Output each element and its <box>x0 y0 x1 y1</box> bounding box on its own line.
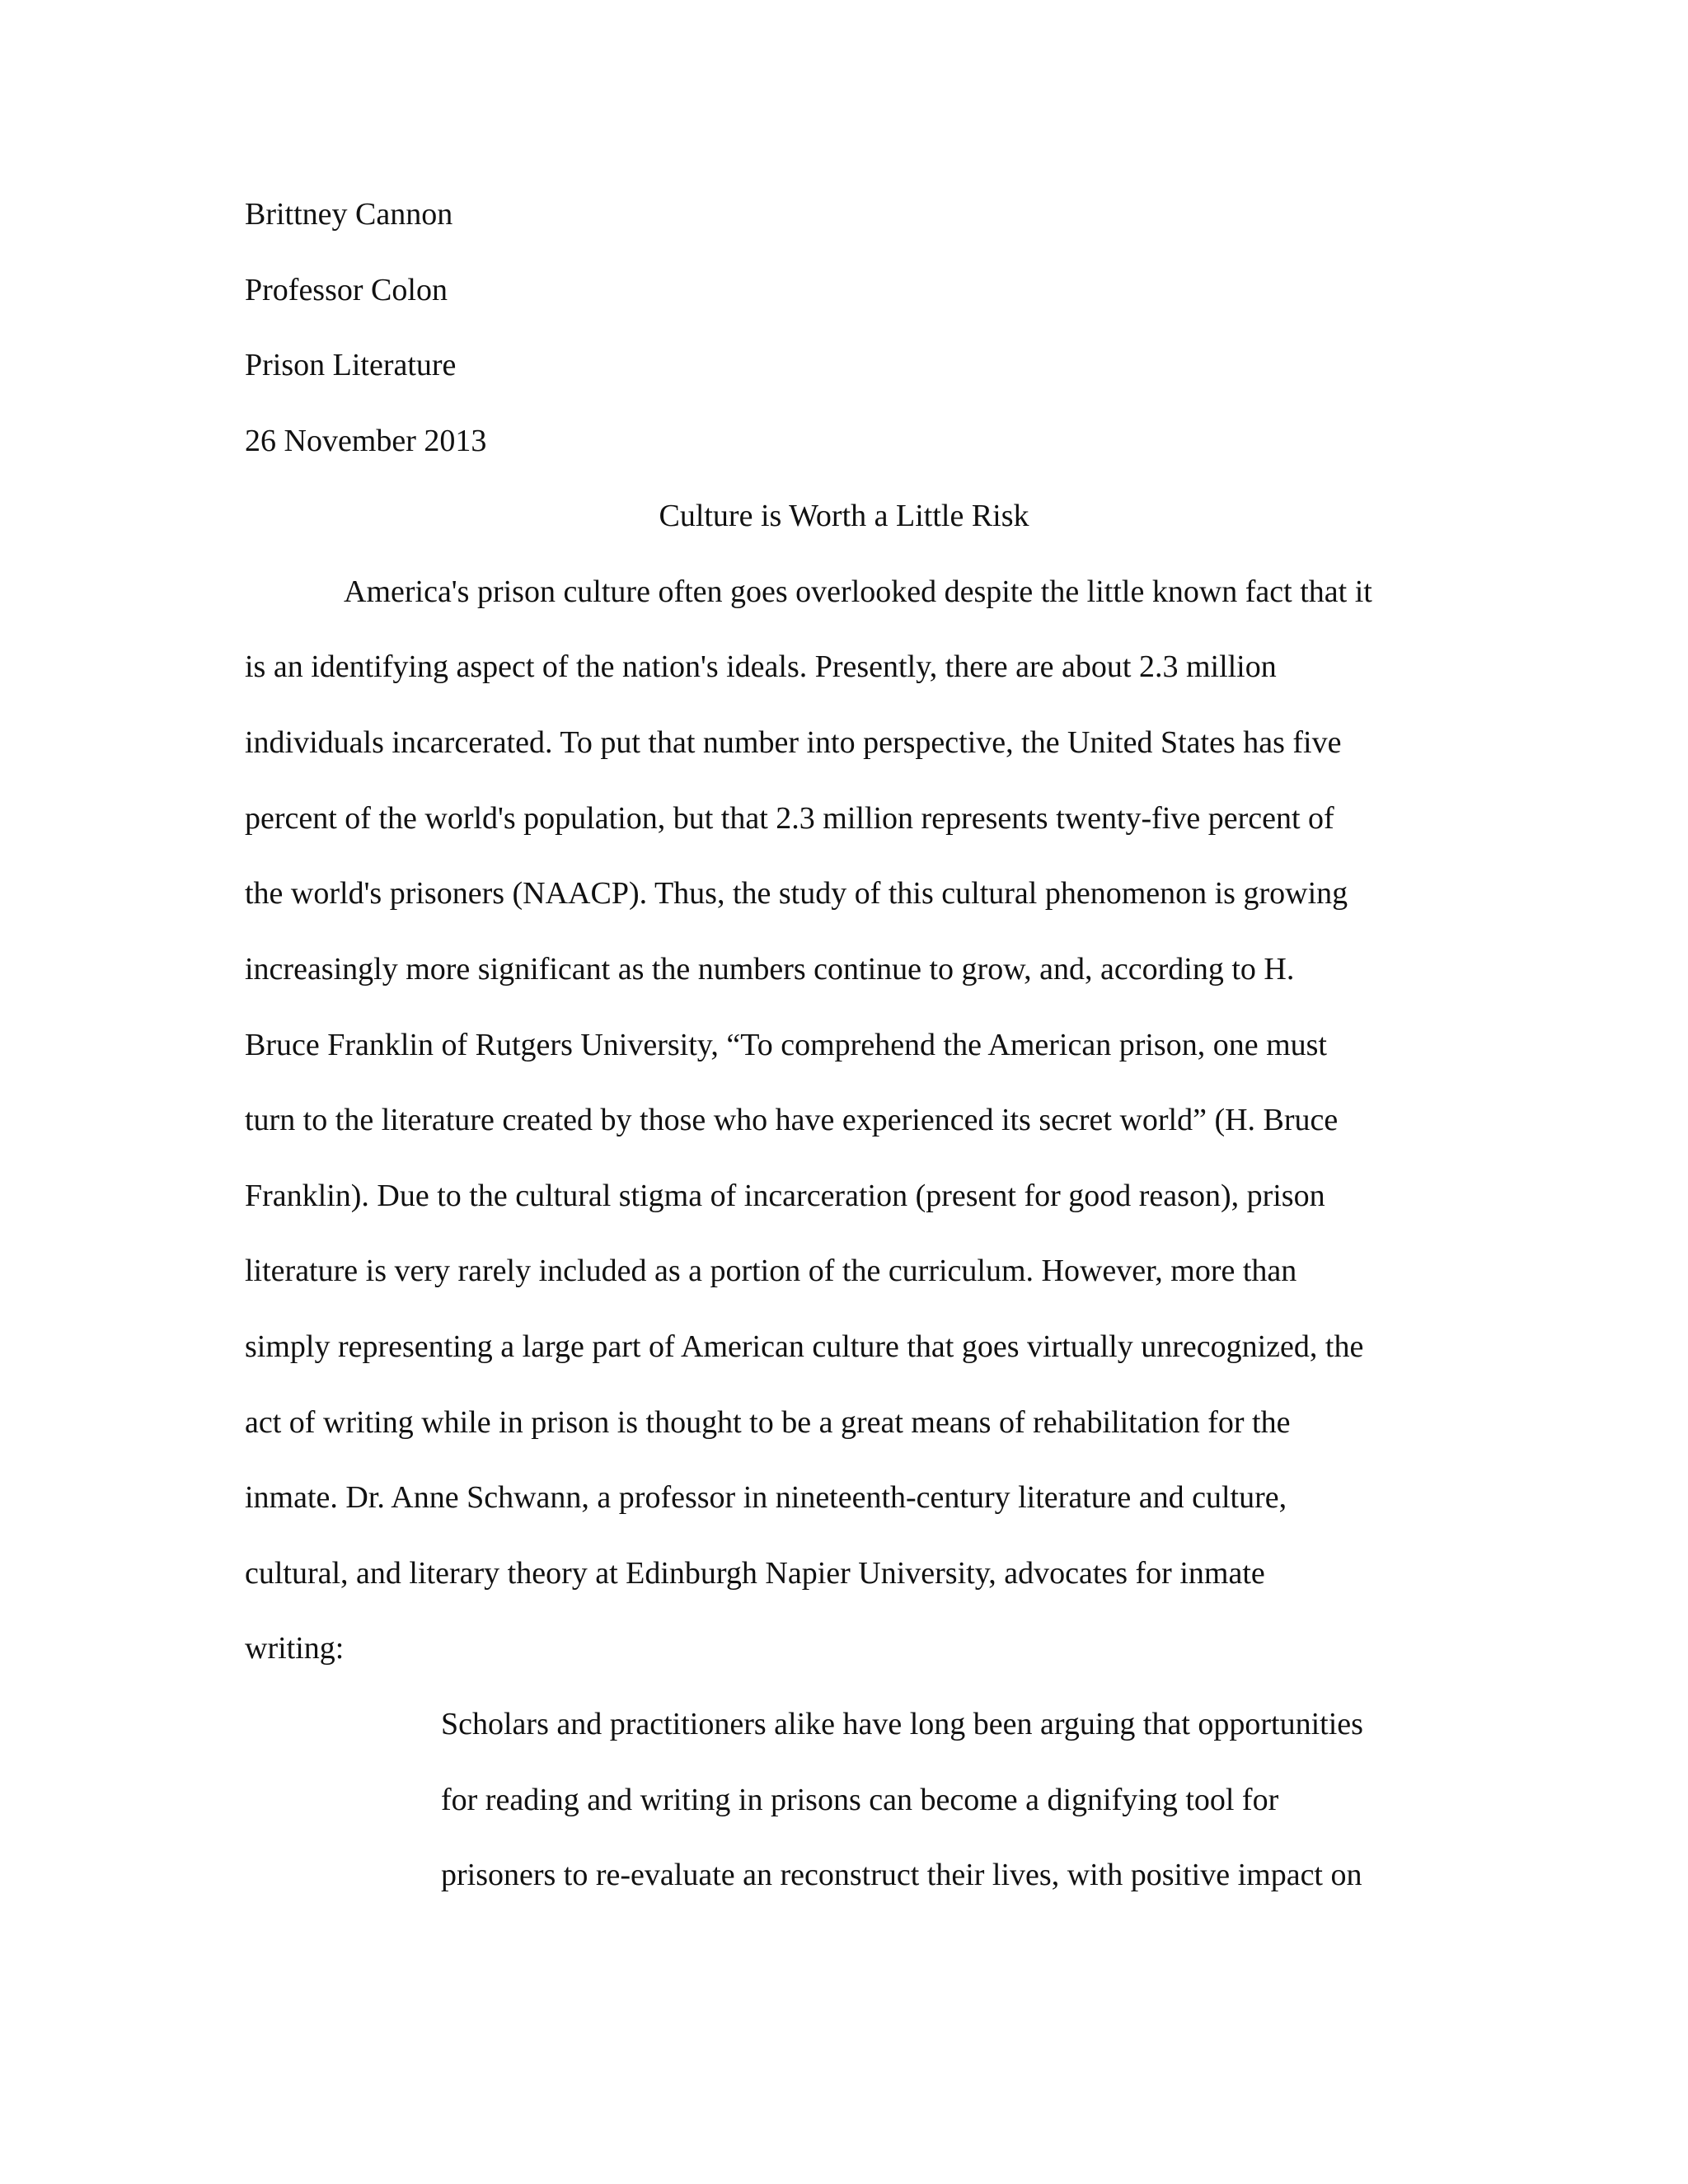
author-name: Brittney Cannon <box>245 197 453 232</box>
document-date: 26 November 2013 <box>245 424 487 458</box>
block-quote-line: prisoners to re-evaluate an reconstruct their lives, with positive impact on <box>441 1858 1362 1892</box>
body-line: writing: <box>245 1631 345 1666</box>
body-line: Franklin). Due to the cultural stigma of incarceration (present for good reason), prison <box>245 1179 1325 1213</box>
body-line: individuals incarcerated. To put that number into perspective, the United States has five <box>245 725 1342 760</box>
body-line: act of writing while in prison is thought to be a great means of rehabilitation for the <box>245 1405 1291 1440</box>
body-line: percent of the world's population, but that 2.3 million represents twenty-five percent of <box>245 801 1334 836</box>
essay-title: Culture is Worth a Little Risk <box>659 499 1029 533</box>
body-line: is an identifying aspect of the nation's ideals. Presently, there are about 2.3 million <box>245 649 1277 684</box>
body-line: America's prison culture often goes overlooked despite the little known fact that it <box>344 574 1372 609</box>
body-line: simply representing a large part of American culture that goes virtually unrecognized, the <box>245 1329 1364 1364</box>
instructor-name: Professor Colon <box>245 273 448 307</box>
block-quote-line: for reading and writing in prisons can become a dignifying tool for <box>441 1783 1279 1817</box>
body-line: literature is very rarely included as a portion of the curriculum. However, more than <box>245 1254 1297 1288</box>
body-line: Bruce Franklin of Rutgers University, “To comprehend the American prison, one must <box>245 1028 1327 1062</box>
body-line: turn to the literature created by those who have experienced its secret world” (H. Bruce <box>245 1103 1339 1137</box>
body-line: the world's prisoners (NAACP). Thus, the study of this cultural phenomenon is growing <box>245 876 1348 911</box>
body-line: cultural, and literary theory at Edinburgh Napier University, advocates for inmate <box>245 1556 1265 1591</box>
block-quote-line: Scholars and practitioners alike have long been arguing that opportunities <box>441 1707 1363 1741</box>
body-line: inmate. Dr. Anne Schwann, a professor in nineteenth-century literature and culture, <box>245 1480 1287 1515</box>
body-line: increasingly more significant as the numbers continue to grow, and, according to H. <box>245 952 1295 987</box>
course-name: Prison Literature <box>245 348 457 382</box>
